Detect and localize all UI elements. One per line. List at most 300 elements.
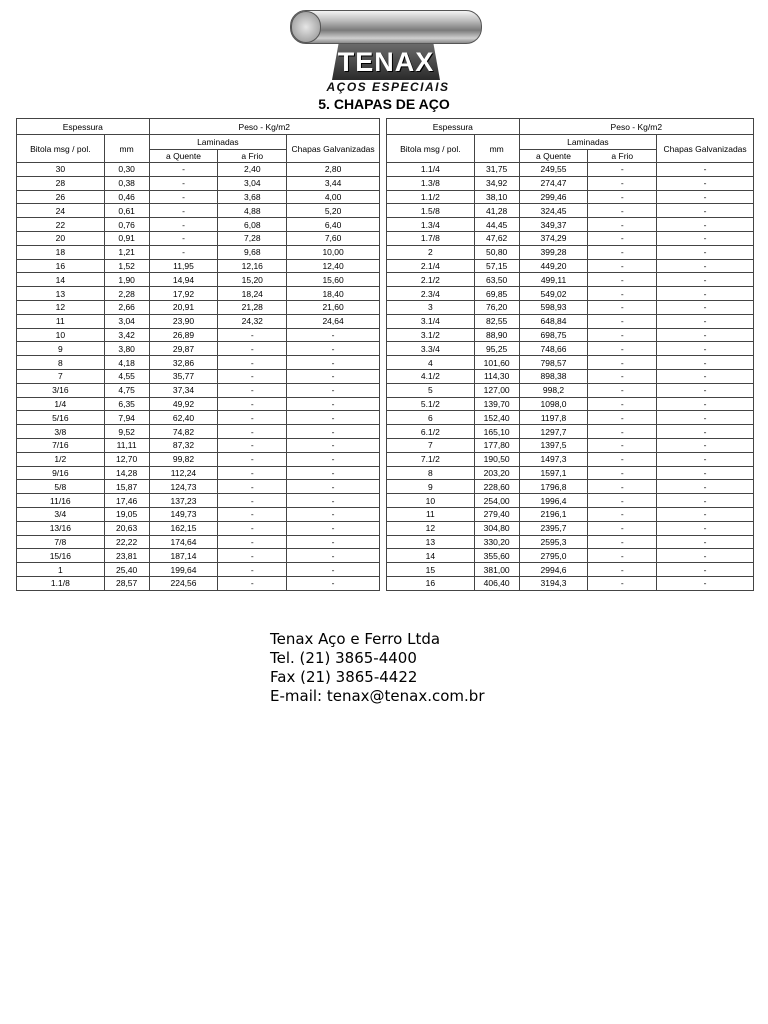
- header-peso: Peso - Kg/m2: [519, 119, 753, 135]
- table-row: [387, 369, 754, 383]
- cell-a-frio: -: [588, 300, 657, 314]
- phone-number: Tel. (21) 3865-4400: [270, 649, 417, 667]
- table-row: [17, 535, 380, 549]
- cell-galvanizadas: -: [287, 521, 380, 535]
- table-row: [17, 245, 380, 259]
- table-row: [17, 190, 380, 204]
- cell-a-quente: 648,84: [519, 314, 588, 328]
- cell-bitola: 3.3/4: [387, 342, 475, 356]
- cell-galvanizadas: 3,44: [287, 176, 380, 190]
- table-row: [17, 356, 380, 370]
- cell-galvanizadas: -: [657, 369, 754, 383]
- cell-bitola: 13/16: [17, 521, 105, 535]
- cell-bitola: 14: [17, 273, 105, 287]
- cell-a-frio: -: [218, 438, 287, 452]
- cell-a-quente: 29,87: [149, 342, 218, 356]
- header-espessura: Espessura: [17, 119, 150, 135]
- cell-mm: 177,80: [474, 438, 519, 452]
- cell-mm: 4,18: [104, 356, 149, 370]
- cell-a-frio: -: [588, 163, 657, 177]
- cell-mm: 406,40: [474, 576, 519, 590]
- cell-a-frio: -: [588, 452, 657, 466]
- cell-galvanizadas: -: [657, 576, 754, 590]
- cell-mm: 19,05: [104, 507, 149, 521]
- cell-galvanizadas: -: [657, 480, 754, 494]
- table-row: [17, 328, 380, 342]
- table-row: [17, 480, 380, 494]
- table-row: [17, 218, 380, 232]
- header-a-quente: a Quente: [519, 150, 588, 163]
- cell-bitola: 1.1/2: [387, 190, 475, 204]
- cell-a-quente: 374,29: [519, 231, 588, 245]
- table-row: [387, 204, 754, 218]
- cell-galvanizadas: -: [657, 204, 754, 218]
- cell-bitola: 12: [17, 300, 105, 314]
- cell-a-frio: -: [218, 452, 287, 466]
- table-row: [387, 480, 754, 494]
- cell-mm: 63,50: [474, 273, 519, 287]
- cell-a-frio: -: [588, 411, 657, 425]
- cell-bitola: 13: [17, 287, 105, 301]
- logo-brand: TENAX: [337, 47, 435, 77]
- header-laminadas: Laminadas: [149, 135, 287, 150]
- cell-bitola: 2.1/2: [387, 273, 475, 287]
- cell-a-quente: 299,46: [519, 190, 588, 204]
- table-row: [387, 287, 754, 301]
- header-mm: mm: [474, 135, 519, 163]
- cell-mm: 23,81: [104, 549, 149, 563]
- cell-mm: 1,52: [104, 259, 149, 273]
- table-row: [17, 521, 380, 535]
- table-row: [17, 452, 380, 466]
- cell-bitola: 5/8: [17, 480, 105, 494]
- cell-a-quente: 112,24: [149, 466, 218, 480]
- cell-a-quente: 499,11: [519, 273, 588, 287]
- cell-a-frio: -: [588, 245, 657, 259]
- cell-a-frio: -: [218, 563, 287, 577]
- table-row: [17, 273, 380, 287]
- cell-a-frio: -: [218, 535, 287, 549]
- cell-a-frio: -: [588, 287, 657, 301]
- cell-a-frio: -: [588, 438, 657, 452]
- cell-a-quente: 1796,8: [519, 480, 588, 494]
- table-row: [387, 314, 754, 328]
- cell-galvanizadas: -: [657, 356, 754, 370]
- cell-a-quente: 2994,6: [519, 563, 588, 577]
- cell-a-quente: 1197,8: [519, 411, 588, 425]
- cell-a-quente: -: [149, 190, 218, 204]
- table-row: [387, 231, 754, 245]
- cell-a-quente: 349,37: [519, 218, 588, 232]
- table-row: [387, 425, 754, 439]
- header-laminadas: Laminadas: [519, 135, 657, 150]
- cell-a-quente: 2196,1: [519, 507, 588, 521]
- table-row: [17, 259, 380, 273]
- cell-bitola: 1.1/8: [17, 576, 105, 590]
- table-row: [17, 425, 380, 439]
- cell-mm: 15,87: [104, 480, 149, 494]
- table-row: [17, 438, 380, 452]
- cell-a-quente: 1996,4: [519, 494, 588, 508]
- table-row: [17, 163, 380, 177]
- cell-a-quente: 35,77: [149, 369, 218, 383]
- cell-mm: 95,25: [474, 342, 519, 356]
- cell-galvanizadas: -: [657, 397, 754, 411]
- cell-a-frio: -: [588, 314, 657, 328]
- header-espessura: Espessura: [387, 119, 520, 135]
- cell-a-frio: -: [588, 356, 657, 370]
- cell-a-frio: -: [218, 549, 287, 563]
- cell-mm: 4,55: [104, 369, 149, 383]
- cell-mm: 50,80: [474, 245, 519, 259]
- cell-a-frio: 6,08: [218, 218, 287, 232]
- cell-mm: 165,10: [474, 425, 519, 439]
- cell-a-frio: 18,24: [218, 287, 287, 301]
- cell-bitola: 5: [387, 383, 475, 397]
- cell-galvanizadas: -: [657, 383, 754, 397]
- contact-block: [270, 630, 484, 706]
- cell-galvanizadas: -: [657, 411, 754, 425]
- cell-mm: 57,15: [474, 259, 519, 273]
- cell-bitola: 1: [17, 563, 105, 577]
- cell-mm: 38,10: [474, 190, 519, 204]
- cell-mm: 114,30: [474, 369, 519, 383]
- cell-a-quente: 698,75: [519, 328, 588, 342]
- cell-galvanizadas: -: [657, 176, 754, 190]
- table-row: [17, 231, 380, 245]
- cell-a-quente: 1098,0: [519, 397, 588, 411]
- cell-mm: 101,60: [474, 356, 519, 370]
- cell-bitola: 1.1/4: [387, 163, 475, 177]
- cell-a-frio: 24,32: [218, 314, 287, 328]
- cell-mm: 279,40: [474, 507, 519, 521]
- logo-tagline: AÇOS ESPECIAIS: [326, 80, 450, 94]
- cell-a-quente: 549,02: [519, 287, 588, 301]
- table-row: [387, 356, 754, 370]
- cell-a-frio: -: [218, 494, 287, 508]
- cell-galvanizadas: 15,60: [287, 273, 380, 287]
- cell-a-frio: -: [588, 273, 657, 287]
- cell-mm: 11,11: [104, 438, 149, 452]
- cell-a-frio: -: [218, 356, 287, 370]
- cell-bitola: 7: [387, 438, 475, 452]
- cell-a-frio: 21,28: [218, 300, 287, 314]
- cell-a-quente: 74,82: [149, 425, 218, 439]
- cell-galvanizadas: -: [657, 507, 754, 521]
- cell-mm: 355,60: [474, 549, 519, 563]
- table-row: [387, 397, 754, 411]
- table-row: [17, 176, 380, 190]
- table-row: [387, 218, 754, 232]
- cell-galvanizadas: -: [287, 452, 380, 466]
- cell-a-quente: 274,47: [519, 176, 588, 190]
- cell-a-quente: 49,92: [149, 397, 218, 411]
- cell-a-quente: 99,82: [149, 452, 218, 466]
- cell-mm: 2,28: [104, 287, 149, 301]
- cell-galvanizadas: -: [657, 521, 754, 535]
- cell-bitola: 5/16: [17, 411, 105, 425]
- cell-mm: 7,94: [104, 411, 149, 425]
- cell-mm: 76,20: [474, 300, 519, 314]
- cell-galvanizadas: -: [287, 563, 380, 577]
- cell-bitola: 8: [387, 466, 475, 480]
- cell-mm: 3,04: [104, 314, 149, 328]
- cell-mm: 0,30: [104, 163, 149, 177]
- header-a-quente: a Quente: [149, 150, 218, 163]
- cell-a-quente: 798,57: [519, 356, 588, 370]
- cell-bitola: 5.1/2: [387, 397, 475, 411]
- cell-galvanizadas: -: [287, 411, 380, 425]
- cell-a-quente: -: [149, 231, 218, 245]
- cell-bitola: 20: [17, 231, 105, 245]
- cell-mm: 1,90: [104, 273, 149, 287]
- cell-mm: 330,20: [474, 535, 519, 549]
- cell-bitola: 1.7/8: [387, 231, 475, 245]
- cell-bitola: 9/16: [17, 466, 105, 480]
- cell-galvanizadas: 10,00: [287, 245, 380, 259]
- cell-bitola: 3/16: [17, 383, 105, 397]
- cell-bitola: 10: [17, 328, 105, 342]
- cell-galvanizadas: -: [657, 218, 754, 232]
- header-chapas-galvanizadas: Chapas Galvanizadas: [657, 135, 754, 163]
- table-row: [17, 466, 380, 480]
- cell-galvanizadas: -: [287, 507, 380, 521]
- cell-bitola: 28: [17, 176, 105, 190]
- cell-a-frio: -: [218, 507, 287, 521]
- cell-galvanizadas: 12,40: [287, 259, 380, 273]
- cell-a-quente: 249,55: [519, 163, 588, 177]
- cell-mm: 0,38: [104, 176, 149, 190]
- table-row: [387, 563, 754, 577]
- table-row: [387, 190, 754, 204]
- table-row: [387, 507, 754, 521]
- cell-a-frio: -: [218, 369, 287, 383]
- cell-a-frio: -: [588, 342, 657, 356]
- cell-mm: 4,75: [104, 383, 149, 397]
- cell-a-quente: 748,66: [519, 342, 588, 356]
- table-row: [17, 507, 380, 521]
- cell-a-frio: 9,68: [218, 245, 287, 259]
- cell-bitola: 4.1/2: [387, 369, 475, 383]
- cell-a-quente: -: [149, 176, 218, 190]
- cell-bitola: 15: [387, 563, 475, 577]
- cell-a-frio: -: [588, 576, 657, 590]
- table-row: [17, 314, 380, 328]
- cell-mm: 88,90: [474, 328, 519, 342]
- cell-bitola: 4: [387, 356, 475, 370]
- cell-bitola: 30: [17, 163, 105, 177]
- table-left: [16, 118, 380, 591]
- cell-a-frio: -: [588, 535, 657, 549]
- cell-a-quente: 149,73: [149, 507, 218, 521]
- cell-galvanizadas: -: [657, 438, 754, 452]
- cell-a-quente: 998,2: [519, 383, 588, 397]
- cell-galvanizadas: -: [287, 397, 380, 411]
- cell-mm: 381,00: [474, 563, 519, 577]
- cell-galvanizadas: -: [287, 328, 380, 342]
- cell-a-quente: -: [149, 218, 218, 232]
- cell-mm: 0,46: [104, 190, 149, 204]
- cell-bitola: 1.3/8: [387, 176, 475, 190]
- cell-bitola: 3.1/4: [387, 314, 475, 328]
- cell-bitola: 7.1/2: [387, 452, 475, 466]
- cell-a-frio: -: [218, 466, 287, 480]
- cell-a-frio: -: [588, 231, 657, 245]
- cell-a-quente: 2795,0: [519, 549, 588, 563]
- cell-a-frio: 12,16: [218, 259, 287, 273]
- cell-a-quente: 199,64: [149, 563, 218, 577]
- cell-a-quente: -: [149, 245, 218, 259]
- tenax-logo: [284, 6, 484, 98]
- cell-bitola: 11: [387, 507, 475, 521]
- cell-galvanizadas: -: [657, 342, 754, 356]
- cell-mm: 28,57: [104, 576, 149, 590]
- cell-a-frio: -: [218, 480, 287, 494]
- cell-mm: 25,40: [104, 563, 149, 577]
- cell-a-quente: -: [149, 204, 218, 218]
- cell-mm: 203,20: [474, 466, 519, 480]
- cell-galvanizadas: -: [657, 549, 754, 563]
- table-row: [17, 563, 380, 577]
- cell-a-quente: 32,86: [149, 356, 218, 370]
- cell-galvanizadas: -: [657, 452, 754, 466]
- cell-bitola: 3/8: [17, 425, 105, 439]
- header-a-frio: a Frio: [218, 150, 287, 163]
- cell-a-quente: 14,94: [149, 273, 218, 287]
- table-row: [387, 549, 754, 563]
- cell-bitola: 11: [17, 314, 105, 328]
- cell-bitola: 22: [17, 218, 105, 232]
- cell-bitola: 3.1/2: [387, 328, 475, 342]
- cell-mm: 304,80: [474, 521, 519, 535]
- cell-a-frio: 2,40: [218, 163, 287, 177]
- cell-galvanizadas: -: [657, 163, 754, 177]
- table-row: [17, 369, 380, 383]
- cell-bitola: 9: [17, 342, 105, 356]
- cell-galvanizadas: -: [287, 494, 380, 508]
- cell-galvanizadas: -: [287, 576, 380, 590]
- cell-galvanizadas: 7,60: [287, 231, 380, 245]
- cell-a-quente: 3194,3: [519, 576, 588, 590]
- cell-galvanizadas: -: [657, 314, 754, 328]
- cell-mm: 0,61: [104, 204, 149, 218]
- cell-a-frio: -: [588, 521, 657, 535]
- cell-a-frio: -: [218, 425, 287, 439]
- cell-mm: 139,70: [474, 397, 519, 411]
- cell-bitola: 8: [17, 356, 105, 370]
- cell-mm: 1,21: [104, 245, 149, 259]
- cell-mm: 9,52: [104, 425, 149, 439]
- table-row: [17, 342, 380, 356]
- cell-mm: 82,55: [474, 314, 519, 328]
- page-title: 5. CHAPAS DE AÇO: [318, 96, 450, 112]
- header-peso: Peso - Kg/m2: [149, 119, 379, 135]
- cell-galvanizadas: -: [287, 535, 380, 549]
- table-row: [387, 245, 754, 259]
- table-row: [17, 383, 380, 397]
- cell-bitola: 16: [17, 259, 105, 273]
- cell-a-quente: 598,93: [519, 300, 588, 314]
- cell-bitola: 18: [17, 245, 105, 259]
- cell-bitola: 16: [387, 576, 475, 590]
- table-row: [387, 452, 754, 466]
- cell-a-quente: 2595,3: [519, 535, 588, 549]
- cell-a-quente: 898,38: [519, 369, 588, 383]
- cell-galvanizadas: 18,40: [287, 287, 380, 301]
- cell-mm: 127,00: [474, 383, 519, 397]
- cell-galvanizadas: 2,80: [287, 163, 380, 177]
- cell-a-frio: -: [588, 494, 657, 508]
- table-row: [387, 466, 754, 480]
- cell-a-quente: 174,64: [149, 535, 218, 549]
- cell-mm: 2,66: [104, 300, 149, 314]
- cell-a-frio: -: [588, 383, 657, 397]
- cell-galvanizadas: 4,00: [287, 190, 380, 204]
- cell-a-frio: 3,04: [218, 176, 287, 190]
- cell-a-frio: -: [588, 425, 657, 439]
- cell-galvanizadas: -: [657, 563, 754, 577]
- cell-mm: 20,63: [104, 521, 149, 535]
- cell-mm: 47,62: [474, 231, 519, 245]
- cell-a-quente: 62,40: [149, 411, 218, 425]
- cell-bitola: 10: [387, 494, 475, 508]
- steel-bar-graphic: [290, 10, 482, 44]
- cell-bitola: 15/16: [17, 549, 105, 563]
- cell-mm: 31,75: [474, 163, 519, 177]
- cell-galvanizadas: 24,64: [287, 314, 380, 328]
- cell-bitola: 14: [387, 549, 475, 563]
- header-bitola: Bitola msg / pol.: [387, 135, 475, 163]
- header-chapas-galvanizadas: Chapas Galvanizadas: [287, 135, 380, 163]
- cell-bitola: 7: [17, 369, 105, 383]
- table-row: [17, 300, 380, 314]
- table-row: [387, 163, 754, 177]
- table-row: [387, 383, 754, 397]
- cell-a-quente: 17,92: [149, 287, 218, 301]
- cell-galvanizadas: -: [287, 549, 380, 563]
- cell-bitola: 3/4: [17, 507, 105, 521]
- cell-a-quente: 1297,7: [519, 425, 588, 439]
- cell-mm: 254,00: [474, 494, 519, 508]
- table-row: [387, 342, 754, 356]
- cell-bitola: 2.1/4: [387, 259, 475, 273]
- cell-a-frio: -: [588, 563, 657, 577]
- cell-a-frio: -: [588, 549, 657, 563]
- cell-a-frio: -: [588, 259, 657, 273]
- cell-a-quente: 11,95: [149, 259, 218, 273]
- cell-galvanizadas: -: [287, 369, 380, 383]
- cell-mm: 3,80: [104, 342, 149, 356]
- cell-galvanizadas: -: [657, 300, 754, 314]
- cell-a-frio: -: [588, 369, 657, 383]
- cell-galvanizadas: -: [657, 535, 754, 549]
- cell-a-quente: 26,89: [149, 328, 218, 342]
- company-name: Tenax Aço e Ferro Ltda: [270, 630, 441, 648]
- cell-a-frio: 3,68: [218, 190, 287, 204]
- cell-a-frio: 15,20: [218, 273, 287, 287]
- table-right-body: [387, 163, 754, 591]
- cell-bitola: 1/2: [17, 452, 105, 466]
- table-row: [17, 549, 380, 563]
- table-row: [17, 494, 380, 508]
- cell-a-frio: -: [218, 328, 287, 342]
- cell-bitola: 12: [387, 521, 475, 535]
- table-row: [387, 411, 754, 425]
- cell-a-frio: 7,28: [218, 231, 287, 245]
- cell-bitola: 3: [387, 300, 475, 314]
- cell-galvanizadas: -: [657, 328, 754, 342]
- cell-galvanizadas: -: [287, 480, 380, 494]
